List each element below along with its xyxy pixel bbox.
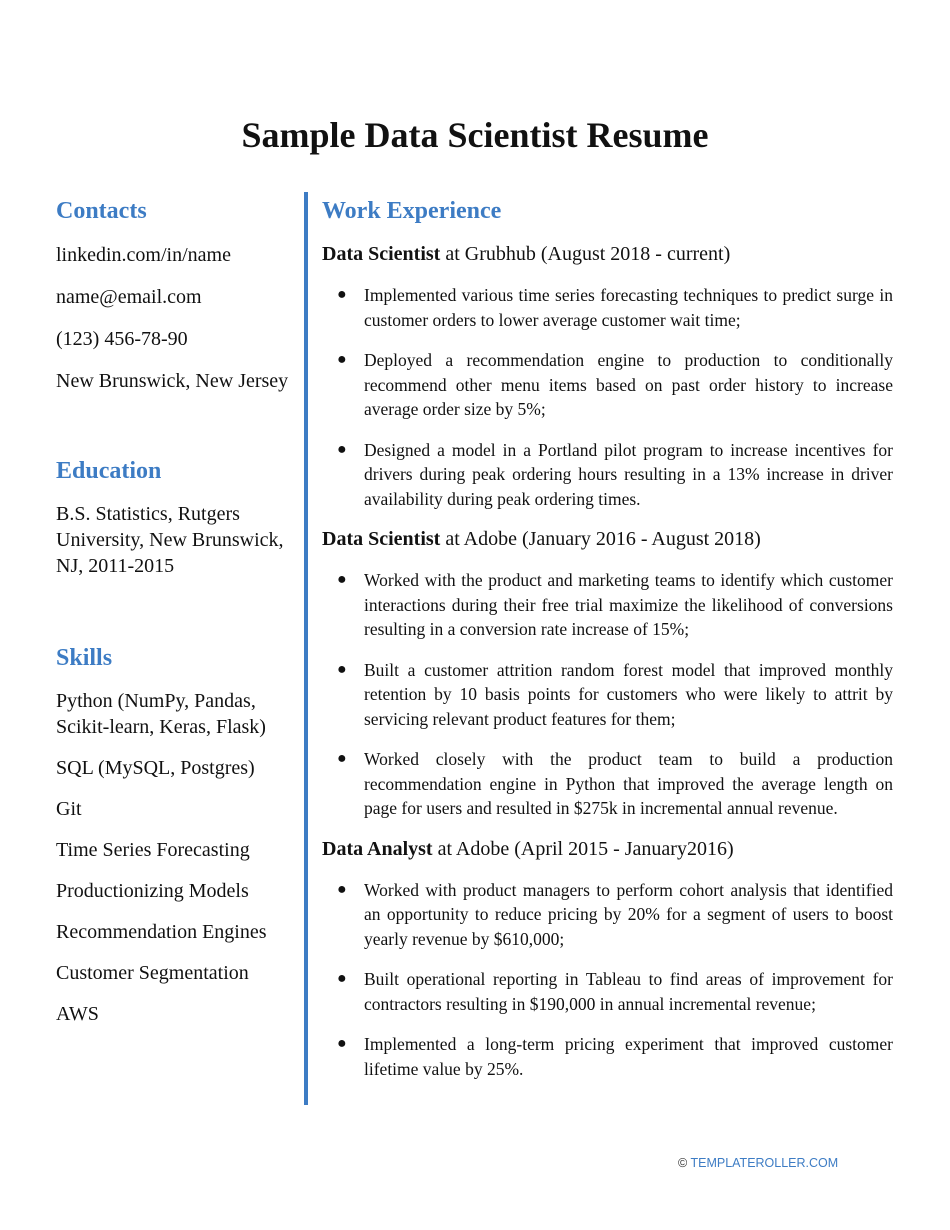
list-item <box>322 967 893 1016</box>
job-bullets <box>322 568 893 821</box>
job-role: Data Analyst <box>322 837 433 860</box>
bullet-icon: ● <box>337 1035 347 1052</box>
contacts-section <box>56 196 301 394</box>
bullet-text: Deployed a recommendation engine to production to conditionally recommend other menu items based on past order history to increase average order size by 5%; <box>364 350 893 419</box>
job-entry <box>322 836 893 1082</box>
job-title <box>322 836 893 862</box>
list-item <box>322 747 893 821</box>
job-entry <box>322 241 893 511</box>
job-employer-dates: at Grubhub (August 2018 - current) <box>440 243 731 265</box>
education-heading: Education <box>56 458 162 484</box>
footer-credit <box>678 1156 838 1170</box>
skills-section <box>56 643 301 1027</box>
list-item <box>322 568 893 642</box>
job-title <box>322 241 893 267</box>
list-item <box>322 878 893 952</box>
bullet-icon: ● <box>337 660 347 678</box>
skill-item: Git <box>56 798 82 820</box>
bullet-icon: ● <box>337 440 347 458</box>
bullet-text: Worked with product managers to perform cohort analysis that identified an opportunity to reduce pricing by 20% for a segment of users to boost yearly revenue by $610,000; <box>364 879 893 949</box>
skill-item: Time Series Forecasting <box>56 839 250 861</box>
bullet-icon: ● <box>337 351 347 368</box>
job-employer-dates: at Adobe (April 2015 - January2016) <box>432 837 734 860</box>
education-section <box>56 456 301 579</box>
skill-item: Recommendation Engines <box>56 921 267 943</box>
templateroller-link[interactable]: TEMPLATEROLLER.COM <box>690 1156 839 1170</box>
bullet-icon: ● <box>337 750 347 767</box>
list-item <box>322 658 893 732</box>
contact-phone: (123) 456-78-90 <box>56 328 188 350</box>
list-item <box>322 283 893 332</box>
bullet-text: Built operational reporting in Tableau to find areas of improvement for contractors resulting in $190,000 in annual incremental revenue; <box>364 969 893 1014</box>
job-title <box>322 526 893 552</box>
skill-item: Python (NumPy, Pandas, Scikit-learn, Keras, Flask) <box>56 690 266 738</box>
job-bullets <box>322 878 893 1082</box>
bullet-icon: ● <box>337 970 347 987</box>
bullet-text: Worked closely with the product team to build a production recommendation engine in Python that improved the average length on page for users and resulted in $275k in incremental annual revenue. <box>364 749 893 818</box>
bullet-icon: ● <box>337 286 347 303</box>
list-item <box>322 1032 893 1081</box>
bullet-text: Designed a model in a Portland pilot program to increase incentives for drivers during peak ordering hours resulting in a 13% increase in driver availability during peak ordering times. <box>364 439 893 509</box>
contacts-heading: Contacts <box>56 198 147 224</box>
job-role: Data Scientist <box>322 243 441 265</box>
bullet-text: Implemented various time series forecasting techniques to predict surge in customer orders to lower average customer wait time; <box>364 285 893 330</box>
skill-item: Customer Segmentation <box>56 962 249 984</box>
job-employer-dates: at Adobe (January 2016 - August 2018) <box>440 528 761 550</box>
bullet-icon: ● <box>337 571 347 588</box>
bullet-text: Implemented a long-term pricing experiment that improved customer lifetime value by 25%. <box>364 1034 893 1079</box>
page-title: Sample Data Scientist Resume <box>241 115 709 155</box>
education-entry: B.S. Statistics, Rutgers University, New Brunswick, NJ, 2011-2015 <box>56 503 284 577</box>
bullet-text: Built a customer attrition random forest model that improved monthly retention by 10 basis points for customers who were likely to attrit by servicing relevant product features for them; <box>364 659 893 729</box>
work-experience-heading: Work Experience <box>322 198 502 224</box>
contact-location: New Brunswick, New Jersey <box>56 370 289 392</box>
skills-heading: Skills <box>56 645 113 671</box>
skill-item: SQL (MySQL, Postgres) <box>56 757 255 779</box>
bullet-text: Worked with the product and marketing teams to identify which customer interactions during their free trial maximize the likelihood of conversions resulting in a conversion rate increase of 15%; <box>364 570 893 639</box>
left-column <box>56 196 301 1027</box>
copyright-symbol: © <box>678 1156 688 1170</box>
contact-linkedin: linkedin.com/in/name <box>56 244 231 266</box>
job-role: Data Scientist <box>322 528 441 550</box>
skill-item: Productionizing Models <box>56 880 249 902</box>
contact-email: name@email.com <box>56 286 202 308</box>
skill-item: AWS <box>56 1003 99 1025</box>
bullet-icon: ● <box>337 880 347 898</box>
right-column <box>322 196 893 1081</box>
list-item <box>322 438 893 512</box>
column-divider <box>304 192 308 1105</box>
job-bullets <box>322 283 893 511</box>
job-entry <box>322 526 893 821</box>
list-item <box>322 348 893 422</box>
